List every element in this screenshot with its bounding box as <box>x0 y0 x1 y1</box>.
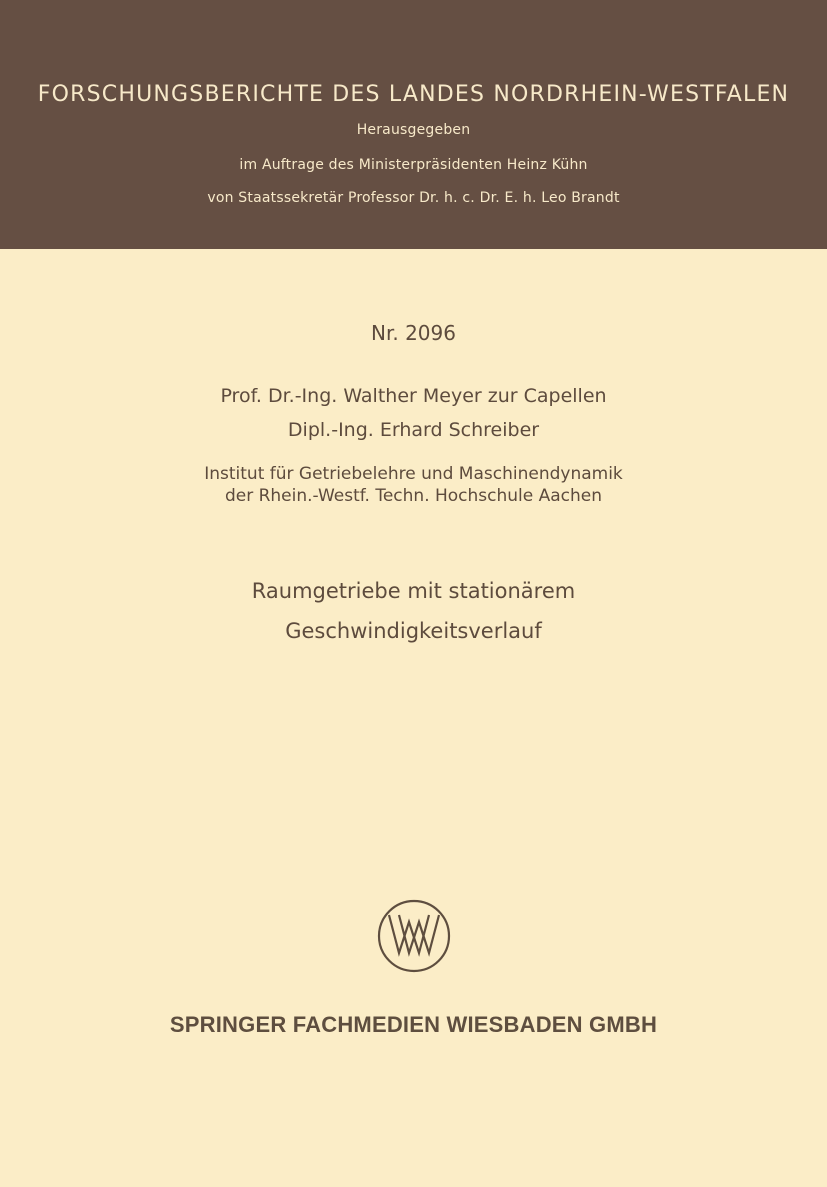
publisher-name: SPRINGER FACHMEDIEN WIESBADEN GMBH <box>169 1012 658 1037</box>
report-number: Nr. 2096 <box>371 321 456 345</box>
author-1: Prof. Dr.-Ing. Walther Meyer zur Capellen <box>220 385 607 407</box>
series-title: FORSCHUNGSBERICHTE DES LANDES NORDRHEIN-WESTFALEN <box>37 82 790 107</box>
header-line-3: von Staatssekretär Professor Dr. h. c. Dr. E. h. Leo Brandt <box>207 190 620 206</box>
ww-circle-logo-icon <box>376 898 452 974</box>
title-line-1: Raumgetriebe mit stationärem <box>251 579 576 603</box>
institution-line-2: der Rhein.-Westf. Techn. Hochschule Aachen <box>224 486 603 506</box>
header-line-1: Herausgegeben <box>356 122 471 138</box>
author-2: Dipl.-Ing. Erhard Schreiber <box>287 419 540 441</box>
header-line-2: im Auftrage des Ministerpräsidenten Heinz Kühn <box>239 157 588 173</box>
series-header-band <box>0 0 827 249</box>
title-line-2: Geschwindigkeitsverlauf <box>285 619 542 643</box>
institution-line-1: Institut für Getriebelehre und Maschinendynamik <box>204 464 623 484</box>
